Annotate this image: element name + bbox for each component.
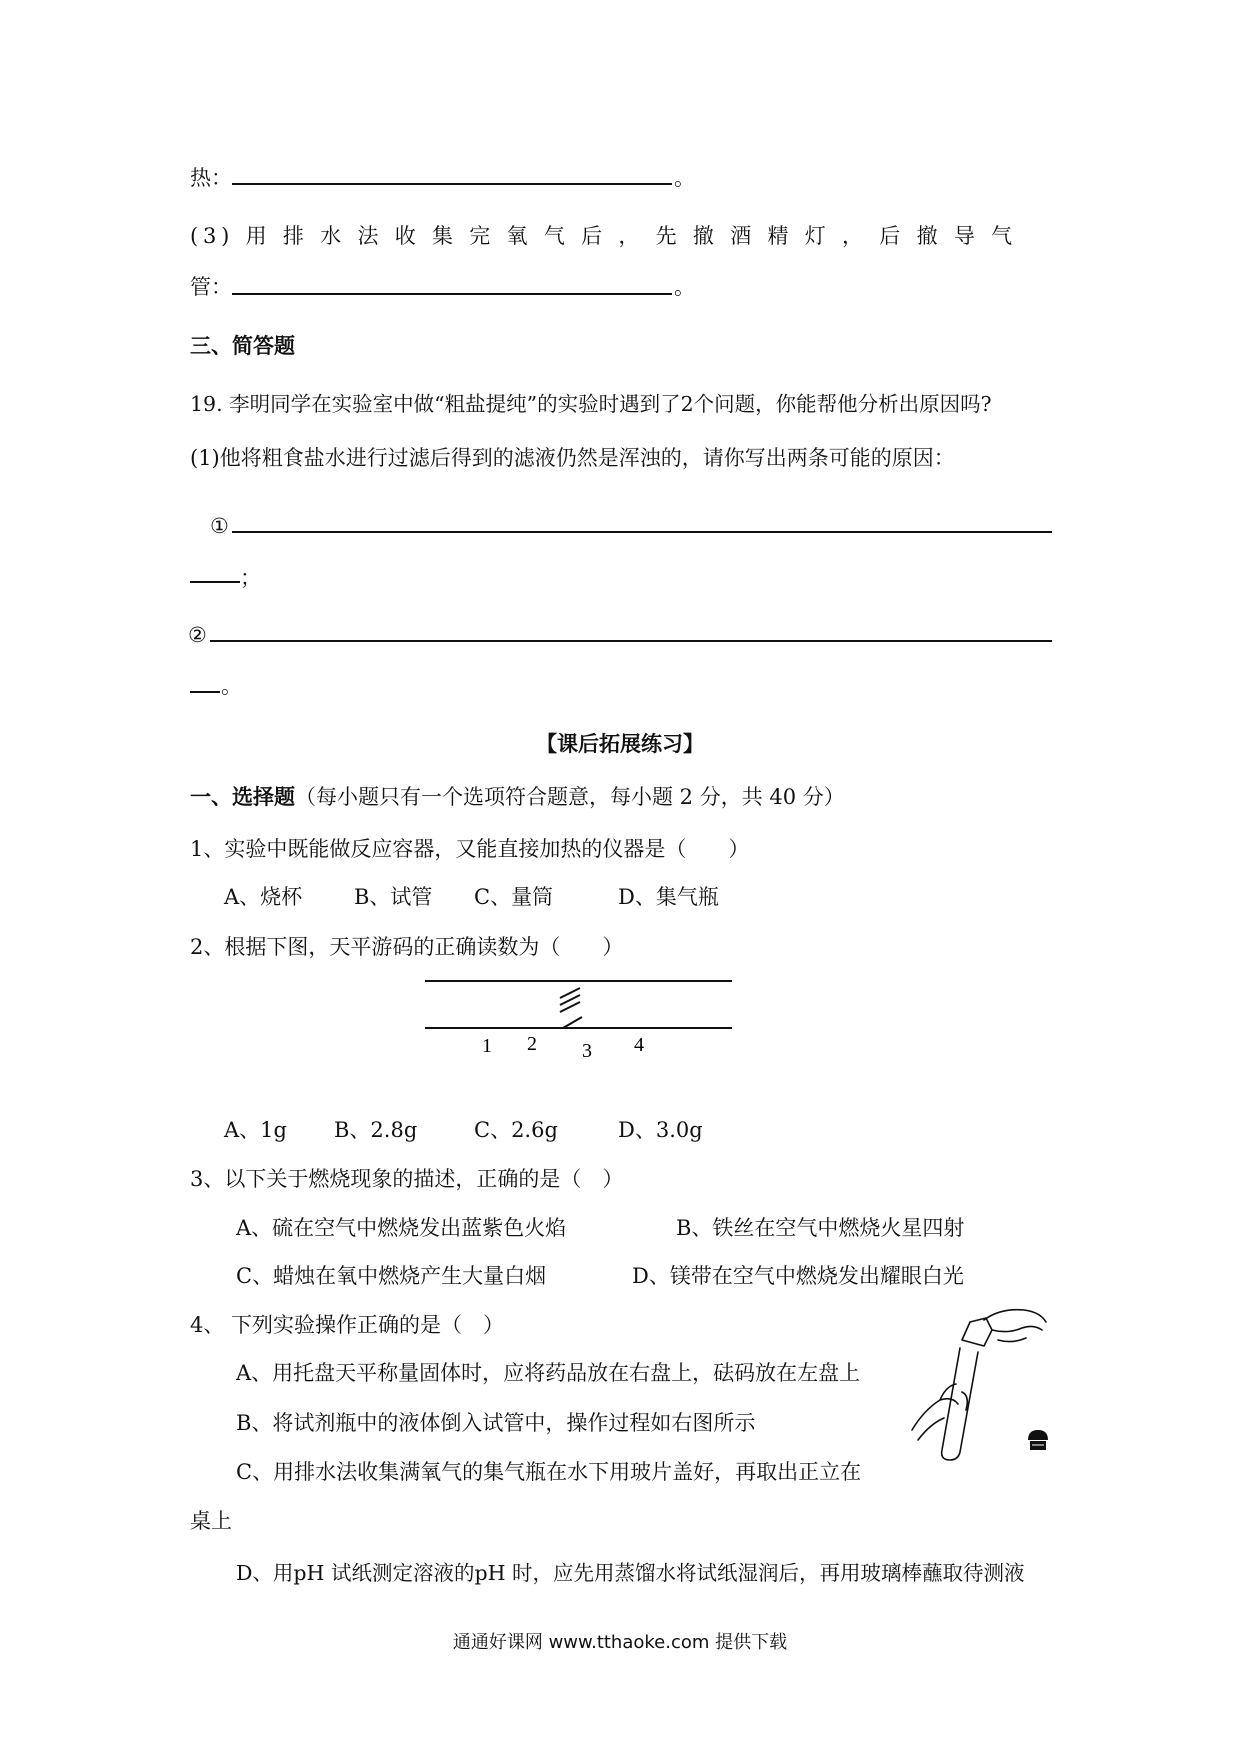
q4-option-a[interactable]: A、用托盘天平称量固体时，应将药品放在右盘上，砝码放在左盘上 bbox=[236, 1361, 861, 1385]
choice-heading bbox=[190, 782, 845, 812]
q19-mark1: ① bbox=[210, 514, 229, 538]
upper-hand bbox=[984, 1310, 1046, 1342]
extension-title: 【课后拓展练习】 bbox=[536, 731, 704, 756]
q18-line2-label: 热： bbox=[190, 166, 232, 190]
rider-marks bbox=[560, 988, 582, 1028]
q1-option-d[interactable]: D、集气瓶 bbox=[618, 885, 719, 909]
q18-item3-line2-label: 管： bbox=[190, 275, 232, 299]
choice-heading-title: 一、选择题 bbox=[190, 784, 295, 809]
answer-blank[interactable] bbox=[232, 183, 672, 185]
q3-option-c[interactable]: C、蜡烛在氧中燃烧产生大量白烟 bbox=[236, 1264, 547, 1288]
q19-end1: ； bbox=[240, 566, 261, 590]
q18-item3-text: (3) 用 排 水 法 收 集 完 氧 气 后 ， 先 撤 酒 精 灯 ， 后 撤 导 气 bbox=[190, 224, 1017, 248]
q2-stem: 2、根据下图，天平游码的正确读数为（ ） bbox=[190, 935, 624, 959]
q19-mark2: ② bbox=[188, 623, 207, 647]
answer-blank[interactable] bbox=[210, 640, 1052, 642]
q4-stem: 4、 下列实验操作正确的是（ ） bbox=[190, 1313, 505, 1337]
q3-option-b[interactable]: B、铁丝在空气中燃烧火星四射 bbox=[676, 1216, 965, 1240]
q1-option-c[interactable]: C、量筒 bbox=[474, 885, 554, 909]
q18-item3-period: 。 bbox=[674, 275, 695, 299]
q4-option-c[interactable]: C、用排水法收集满氧气的集气瓶在水下用玻片盖好，再取出正立在 bbox=[236, 1460, 862, 1484]
q4-option-d[interactable]: D、用pH 试纸测定溶液的pH 时，应先用蒸馏水将试纸湿润后，再用玻璃棒蘸取待测液 bbox=[236, 1561, 1025, 1585]
answer-blank[interactable] bbox=[232, 293, 672, 295]
section-heading: 三、简答题 bbox=[190, 333, 295, 358]
q3-stem: 3、以下关于燃烧现象的描述，正确的是（ ） bbox=[190, 1167, 624, 1191]
lower-hand bbox=[912, 1384, 967, 1440]
test-tube bbox=[942, 1348, 978, 1460]
answer-blank[interactable] bbox=[190, 691, 220, 693]
choice-heading-note: （每小题只有一个选项符合题意，每小题 2 分，共 40 分） bbox=[295, 785, 845, 809]
q18-item3-line1 bbox=[190, 221, 1017, 251]
q3-option-d[interactable]: D、镁带在空气中燃烧发出耀眼白光 bbox=[632, 1264, 964, 1288]
q1-option-a[interactable]: A、烧杯 bbox=[224, 885, 303, 909]
q1-option-b[interactable]: B、试管 bbox=[354, 885, 433, 909]
q4-option-c-continued: 桌上 bbox=[190, 1509, 232, 1533]
q3-option-a[interactable]: A、硫在空气中燃烧发出蓝紫色火焰 bbox=[236, 1216, 567, 1240]
q19-stem: 19. 李明同学在实验室中做“粗盐提纯”的实验时遇到了2个问题，你能帮他分析出原因吗? bbox=[190, 392, 992, 416]
page-footer: 通通好课网 www.tthaoke.com 提供下载 bbox=[452, 1632, 788, 1653]
scale-label-4: 4 bbox=[634, 1034, 644, 1056]
reagent-bottle bbox=[962, 1318, 992, 1346]
answer-blank[interactable] bbox=[190, 581, 240, 583]
scale-label-2: 2 bbox=[527, 1033, 537, 1055]
q2-option-b[interactable]: B、2.8g bbox=[334, 1118, 418, 1142]
q19-sub1: (1)他将粗食盐水进行过滤后得到的滤液仍然是浑浊的，请你写出两条可能的原因： bbox=[190, 446, 955, 470]
bottle-stopper bbox=[1028, 1430, 1048, 1450]
q19-end2: 。 bbox=[221, 674, 242, 698]
scale-label-1: 1 bbox=[482, 1035, 492, 1057]
q1-stem: 1、实验中既能做反应容器，又能直接加热的仪器是（ ） bbox=[190, 837, 750, 861]
q2-option-a[interactable]: A、1g bbox=[224, 1118, 287, 1142]
q2-option-c[interactable]: C、2.6g bbox=[474, 1118, 558, 1142]
q18-line2-period: 。 bbox=[674, 166, 695, 190]
pouring-liquid-illustration bbox=[900, 1300, 1070, 1460]
balance-rider-figure bbox=[420, 975, 740, 1075]
answer-blank[interactable] bbox=[232, 531, 1052, 533]
q4-option-b[interactable]: B、将试剂瓶中的液体倒入试管中，操作过程如右图所示 bbox=[236, 1411, 756, 1435]
q2-option-d[interactable]: D、3.0g bbox=[618, 1118, 703, 1142]
scale-label-3: 3 bbox=[582, 1040, 592, 1062]
